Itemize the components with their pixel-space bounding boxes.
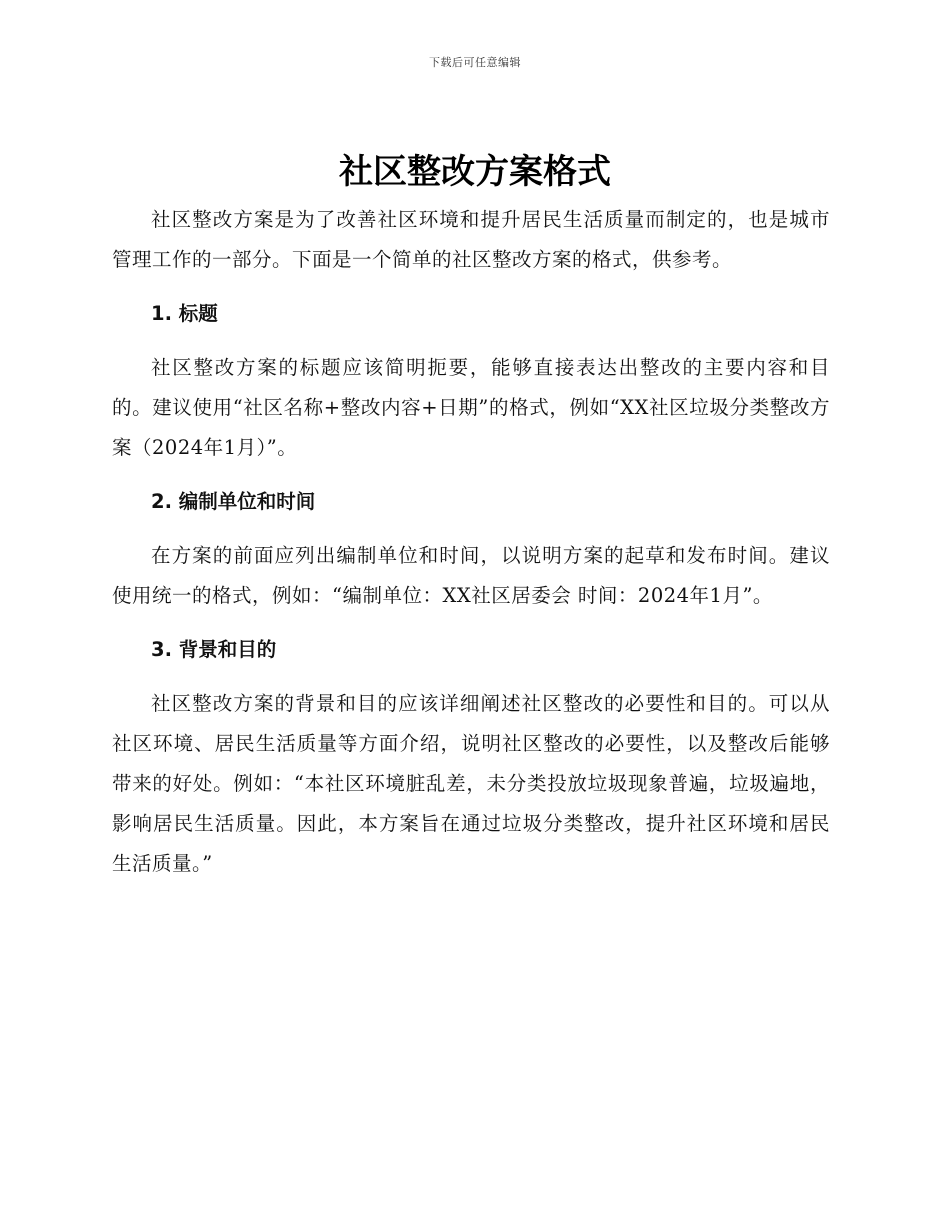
section-heading-title: 1. 标题 [151,302,218,325]
document-body [112,200,830,884]
document-title: 社区整改方案格式 [339,152,611,192]
section-body-title: 社区整改方案的标题应该简明扼要，能够直接表达出整改的主要内容和目的。建议使用“社区名称+整改内容+日期”的格式，例如“XX社区垃圾分类整改方案（2024年1月）”。 [112,356,830,459]
section-body-unit-time: 在方案的前面应列出编制单位和时间，以说明方案的起草和发布时间。建议使用统一的格式，例如：“编制单位：XX社区居委会 时间：2024年1月”。 [112,544,830,607]
intro-paragraph: 社区整改方案是为了改善社区环境和提升居民生活质量而制定的，也是城市管理工作的一部分。下面是一个简单的社区整改方案的格式，供参考。 [112,208,830,271]
header-note: 下载后可任意编辑 [429,56,521,69]
section-heading-unit-time: 2. 编制单位和时间 [151,490,316,513]
section-body-background: 社区整改方案的背景和目的应该详细阐述社区整改的必要性和目的。可以从社区环境、居民生活质量等方面介绍，说明社区整改的必要性，以及整改后能够带来的好处。例如：“本社区环境脏乱差，未分类投放垃圾现象普遍，垃圾遍地，影响居民生活质量。因此，本方案旨在通过垃圾分类整改，提升社区环境和居民生活质量。” [112,692,830,875]
section-heading-background: 3. 背景和目的 [151,638,277,661]
